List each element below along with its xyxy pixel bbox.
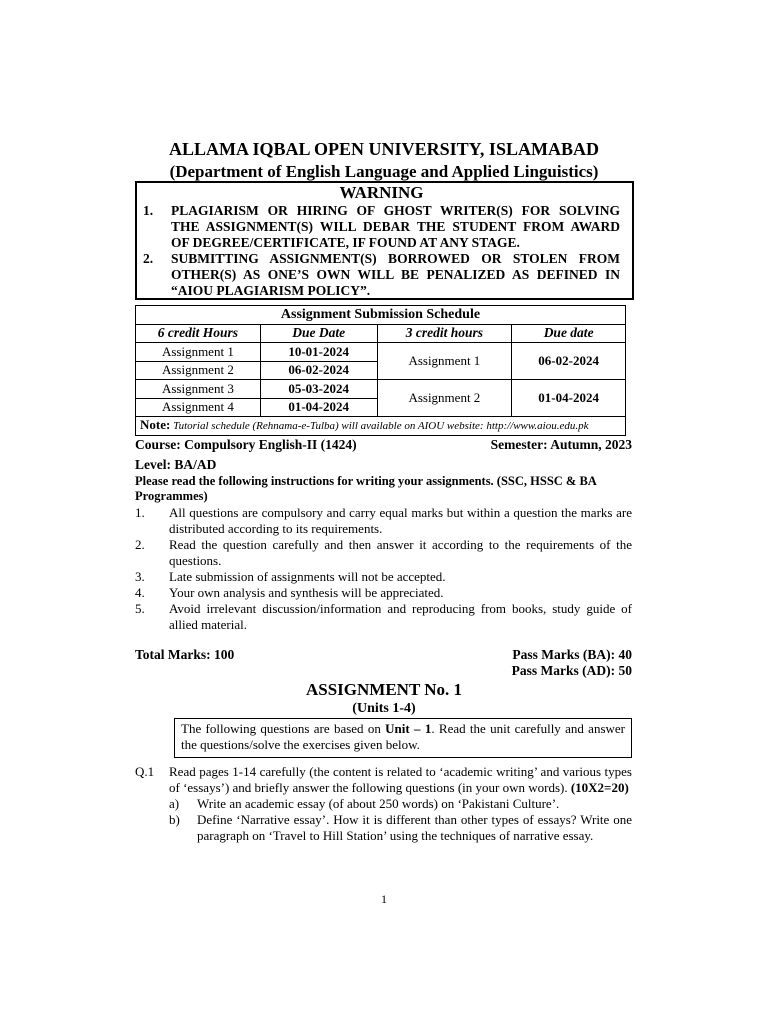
sub-question-text: Write an academic essay (of about 250 words) on ‘Pakistani Culture’.: [197, 796, 560, 811]
table-row: [136, 417, 626, 436]
column-header: Due date: [512, 324, 626, 343]
assignment-name: Assignment 2: [136, 361, 261, 380]
warning-title: WARNING: [339, 183, 424, 202]
assignment-units: (Units 1-4): [352, 701, 416, 716]
pass-marks-ad: Pass Marks (AD): 50: [511, 663, 632, 678]
schedule-title: Assignment Submission Schedule: [136, 306, 626, 325]
department-title: (Department of English Language and Applied Linguistics): [169, 162, 599, 181]
question-marks: (10X2=20): [570, 780, 629, 795]
due-date: 06-02-2024: [260, 361, 377, 380]
due-date: 01-04-2024: [512, 380, 626, 417]
intro-text: The following questions are based on: [181, 721, 386, 736]
warning-item-2: [143, 251, 620, 299]
instructions-list: [135, 505, 632, 633]
sub-question: [135, 796, 632, 812]
instructions-heading-cont: Programmes): [135, 489, 208, 503]
warning-line: OTHER(S) AS ONE’S OWN WILL BE PENALIZED AS DEFINED IN: [171, 267, 620, 282]
question-body: Read pages 1-14 carefully (the content is related to ‘academic writing’ and various types of ‘essays’) and briefly answer the following questions (in your own words).: [169, 764, 632, 795]
question-1: [135, 764, 632, 844]
assignment-name: Assignment 2: [377, 380, 512, 417]
warning-box: [135, 181, 634, 300]
list-item: [135, 505, 632, 537]
list-item-number: 1.: [135, 505, 145, 520]
total-marks: Total Marks: 100: [135, 647, 235, 662]
marks-row-2: [135, 663, 632, 679]
pass-marks-ba: Pass Marks (BA): 40: [512, 647, 632, 662]
note-label: Note:: [140, 417, 171, 433]
list-item-number: 5.: [135, 601, 145, 616]
column-header: 3 credit hours: [377, 324, 512, 343]
question-number: Q.1: [135, 764, 155, 779]
warning-item-number: 2.: [143, 251, 154, 266]
warning-line: PLAGIARISM OR HIRING OF GHOST WRITER(S) FOR SOLVING: [171, 203, 620, 218]
column-header: 6 credit Hours: [136, 324, 261, 343]
university-title: ALLAMA IQBAL OPEN UNIVERSITY, ISLAMABAD: [169, 139, 599, 159]
note-text: Tutorial schedule (Rehnama-e-Tulba) will available on AIOU website: http://www.aiou.edu.pk: [173, 420, 589, 433]
list-item: [135, 585, 632, 601]
list-item-number: 4.: [135, 585, 145, 600]
marks-row: [135, 647, 632, 663]
list-item-text: All questions are compulsory and carry equal marks but within a question the marks are distributed according to its requirements.: [169, 505, 632, 536]
list-item: [135, 601, 632, 633]
intro-text-cont: . Read the unit carefully and answer the questions/solve the exercises given below.: [181, 721, 626, 752]
list-item-text: Avoid irrelevant discussion/information and reproducing from books, study guide of allied material.: [169, 601, 632, 632]
warning-item-1: [143, 203, 620, 251]
table-row: [136, 343, 626, 362]
list-item-number: 3.: [135, 569, 145, 584]
schedule-note: [136, 417, 626, 436]
assignment-name: Assignment 3: [136, 380, 261, 399]
list-item-text: Your own analysis and synthesis will be appreciated.: [169, 585, 444, 600]
sub-question-label: a): [169, 796, 180, 811]
list-item-text: Read the question carefully and then answer it according to the requirements of the questions.: [169, 537, 632, 568]
course-row: [135, 437, 632, 453]
warning-line: THE ASSIGNMENT(S) WILL DEBAR THE STUDENT FROM AWARD: [171, 219, 620, 234]
course-name: Course: Compulsory English-II (1424): [135, 437, 357, 452]
warning-item-number: 1.: [143, 203, 154, 218]
warning-line: SUBMITTING ASSIGNMENT(S) BORROWED OR STOLEN FROM: [171, 251, 620, 266]
due-date: 01-04-2024: [260, 398, 377, 417]
list-item-text: Late submission of assignments will not be accepted.: [169, 569, 446, 584]
submission-schedule-table: [135, 305, 626, 436]
assignment-name: Assignment 4: [136, 398, 261, 417]
list-item: [135, 569, 632, 585]
table-row: [136, 380, 626, 399]
level: Level: BA/AD: [135, 457, 217, 472]
assignment-name: Assignment 1: [377, 343, 512, 380]
due-date: 05-03-2024: [260, 380, 377, 399]
sub-question: [135, 812, 632, 844]
warning-line: “AIOU PLAGIARISM POLICY”.: [171, 283, 371, 298]
semester: Semester: Autumn, 2023: [490, 437, 632, 452]
assignment-name: Assignment 1: [136, 343, 261, 362]
question-text: [169, 764, 632, 796]
due-date: 06-02-2024: [512, 343, 626, 380]
sub-question-label: b): [169, 812, 180, 827]
intro-box: [174, 718, 632, 758]
instructions-heading: Please read the following instructions for writing your assignments. (SSC, HSSC & BA: [135, 474, 597, 488]
list-item-number: 2.: [135, 537, 145, 552]
list-item: [135, 537, 632, 569]
sub-question-text: Define ‘Narrative essay’. How it is different than other types of essays? Write one paragraph on ‘Travel to Hill Station’ using the techniques of narrative essay.: [197, 812, 632, 843]
warning-line: OF DEGREE/CERTIFICATE, IF FOUND AT ANY STAGE.: [171, 235, 520, 250]
assignment-title: ASSIGNMENT No. 1: [305, 680, 463, 699]
column-header: Due Date: [260, 324, 377, 343]
intro-unit: Unit – 1: [385, 721, 432, 736]
page-number: 1: [381, 892, 387, 906]
due-date: 10-01-2024: [260, 343, 377, 362]
